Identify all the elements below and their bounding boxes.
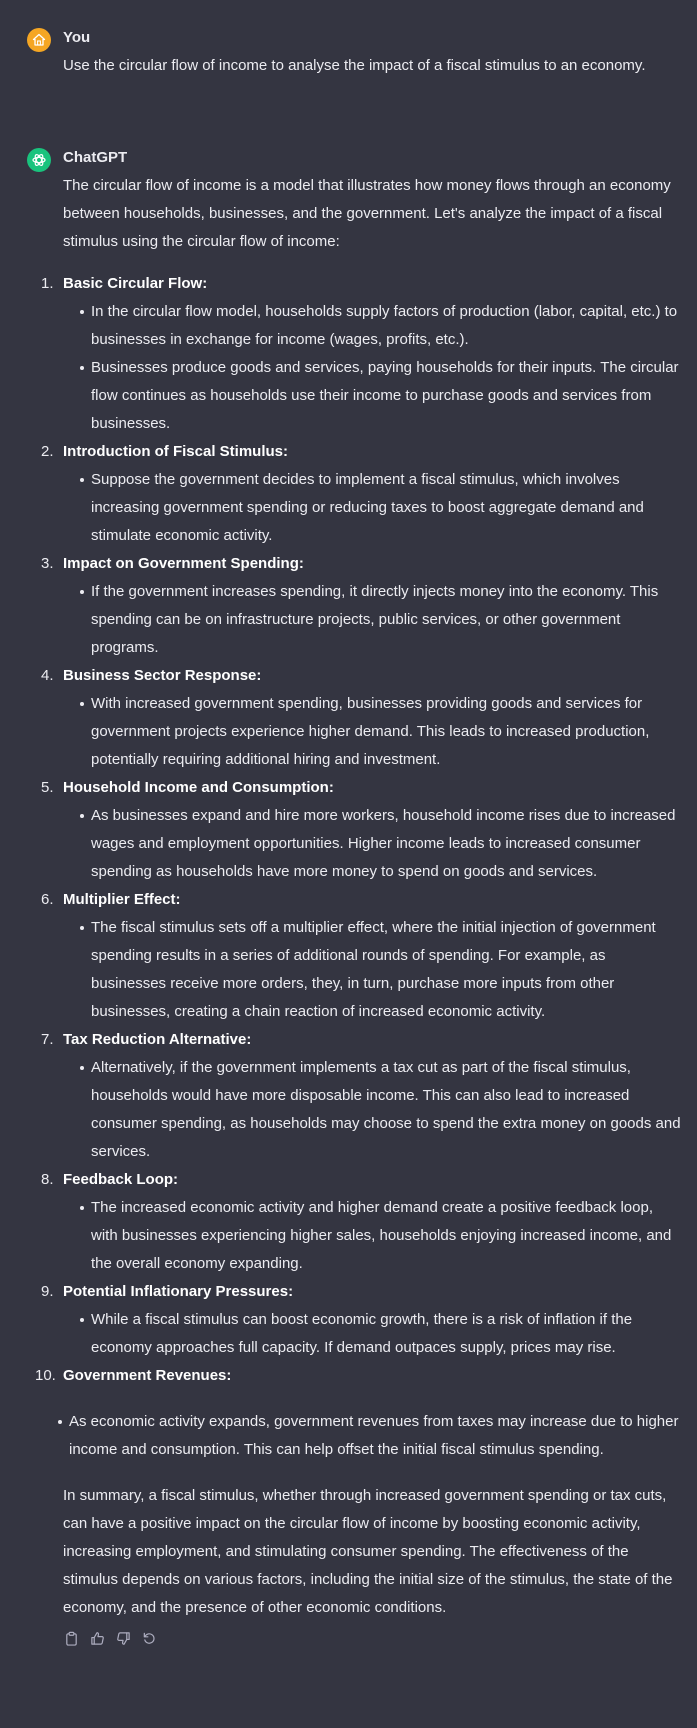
step-bullets bbox=[63, 1306, 683, 1362]
step-bullets bbox=[63, 578, 683, 662]
step-item bbox=[41, 1278, 683, 1362]
assistant-message-content bbox=[35, 172, 683, 1648]
step-item bbox=[41, 438, 683, 550]
step-title: Multiplier Effect: bbox=[63, 891, 181, 908]
message-actions bbox=[61, 1628, 683, 1648]
step-title: Tax Reduction Alternative: bbox=[63, 1031, 252, 1048]
regenerate-button[interactable] bbox=[139, 1628, 159, 1648]
bullet-item: The increased economic activity and higher demand create a positive feedback loop, with businesses experiencing higher sales, households enjoying increased income, and the overall economy expanding. bbox=[91, 1194, 683, 1278]
step-bullets bbox=[63, 1054, 683, 1166]
bullet-item: As economic activity expands, government revenues from taxes may increase due to higher income and consumption. This can help offset the initial fiscal stimulus spending. bbox=[69, 1408, 683, 1464]
bullet-item: With increased government spending, businesses providing goods and services for government projects experience higher demand. This leads to increased production, potentially requiring additional hiring and investment. bbox=[91, 690, 683, 774]
step-number: 1. bbox=[41, 275, 54, 292]
step-bullets bbox=[63, 1194, 683, 1278]
step-item bbox=[41, 774, 683, 886]
assistant-summary: In summary, a fiscal stimulus, whether through increased government spending or tax cuts, can have a positive impact on the circular flow of income by boosting economic activity, increasing employment, and stimulating consumer spending. The effectiveness of the stimulus depends on various factors, including the initial size of the stimulus, the state of the economy, and the presence of other economic conditions. bbox=[63, 1487, 673, 1616]
step-number: 6. bbox=[41, 891, 54, 908]
step-bullets bbox=[63, 298, 683, 438]
bullet-item: If the government increases spending, it directly injects money into the economy. This spending can be on infrastructure projects, public services, or other government programs. bbox=[91, 578, 683, 662]
user-avatar bbox=[27, 28, 51, 52]
clipboard-icon bbox=[64, 1631, 79, 1646]
user-message-text: Use the circular flow of income to analyse the impact of a fiscal stimulus to an economy. bbox=[63, 57, 646, 74]
step-title: Business Sector Response: bbox=[63, 667, 262, 684]
thumbs-up-icon bbox=[90, 1631, 105, 1646]
bullet-item: Alternatively, if the government implements a tax cut as part of the fiscal stimulus, households would have more disposable income. This can also lead to increased consumer spending, as households may choose to spend the extra money on goods and services. bbox=[91, 1054, 683, 1166]
step-number: 3. bbox=[41, 555, 54, 572]
thumbs-up-button[interactable] bbox=[87, 1628, 107, 1648]
step-number: 2. bbox=[41, 443, 54, 460]
step-bullets bbox=[63, 690, 683, 774]
step-title: Introduction of Fiscal Stimulus: bbox=[63, 443, 288, 460]
bullet-item: The fiscal stimulus sets off a multiplier effect, where the initial injection of government spending results in a series of additional rounds of spending. For example, as businesses receive more orders, they, in turn, purchase more inputs from other businesses, creating a chain reaction of increased economic activity. bbox=[91, 914, 683, 1026]
step-item bbox=[41, 270, 683, 438]
regenerate-icon bbox=[142, 1631, 157, 1646]
bullet-item: Suppose the government decides to implement a fiscal stimulus, which involves increasing government spending or reducing taxes to boost aggregate demand and stimulate economic activity. bbox=[91, 466, 683, 550]
step-item bbox=[41, 662, 683, 774]
assistant-intro: The circular flow of income is a model that illustrates how money flows through an economy between households, businesses, and the government. Let's analyze the impact of a fiscal stimulus using the circular flow of income: bbox=[63, 177, 671, 250]
step-item bbox=[41, 886, 683, 1026]
step-item bbox=[41, 1026, 683, 1166]
step-number: 7. bbox=[41, 1031, 54, 1048]
user-author: You bbox=[63, 29, 91, 46]
copy-button[interactable] bbox=[61, 1628, 81, 1648]
home-icon bbox=[32, 33, 46, 47]
step-item bbox=[35, 1362, 683, 1390]
thumbs-down-icon bbox=[116, 1631, 131, 1646]
assistant-avatar bbox=[27, 148, 51, 172]
bullet-item: In the circular flow model, households supply factors of production (labor, capital, etc.) to businesses in exchange for income (wages, profits, etc.). bbox=[91, 298, 683, 354]
step-item bbox=[41, 1166, 683, 1278]
bullet-item: Businesses produce goods and services, paying households for their inputs. The circular flow continues as households use their income to purchase goods and services from businesses. bbox=[91, 354, 683, 438]
thumbs-down-button[interactable] bbox=[113, 1628, 133, 1648]
step-bullets bbox=[63, 802, 683, 886]
step-item bbox=[41, 550, 683, 662]
step-title: Impact on Government Spending: bbox=[63, 555, 304, 572]
bullet-item: As businesses expand and hire more workers, household income rises due to increased wages and employment opportunities. Higher income leads to increased consumer spending as households have more money to spend on goods and services. bbox=[91, 802, 683, 886]
step-title: Basic Circular Flow: bbox=[63, 275, 208, 292]
step-title: Household Income and Consumption: bbox=[63, 779, 334, 796]
step-title: Feedback Loop: bbox=[63, 1171, 179, 1188]
user-message-content bbox=[63, 52, 683, 80]
step-bullets bbox=[63, 466, 683, 550]
trailing-bullets bbox=[63, 1408, 683, 1464]
step-number: 8. bbox=[41, 1171, 54, 1188]
step-number: 5. bbox=[41, 779, 54, 796]
step-number: 9. bbox=[41, 1283, 54, 1300]
bullet-item: While a fiscal stimulus can boost economic growth, there is a risk of inflation if the economy approaches full capacity. If demand outpaces supply, prices may rise. bbox=[91, 1306, 683, 1362]
step-title: Potential Inflationary Pressures: bbox=[63, 1283, 294, 1300]
openai-logo-icon bbox=[31, 152, 47, 168]
steps-list bbox=[35, 270, 683, 1390]
step-number: 10. bbox=[35, 1367, 56, 1384]
step-number: 4. bbox=[41, 667, 54, 684]
assistant-author: ChatGPT bbox=[63, 149, 128, 166]
step-bullets bbox=[63, 914, 683, 1026]
step-title: Government Revenues: bbox=[63, 1367, 232, 1384]
